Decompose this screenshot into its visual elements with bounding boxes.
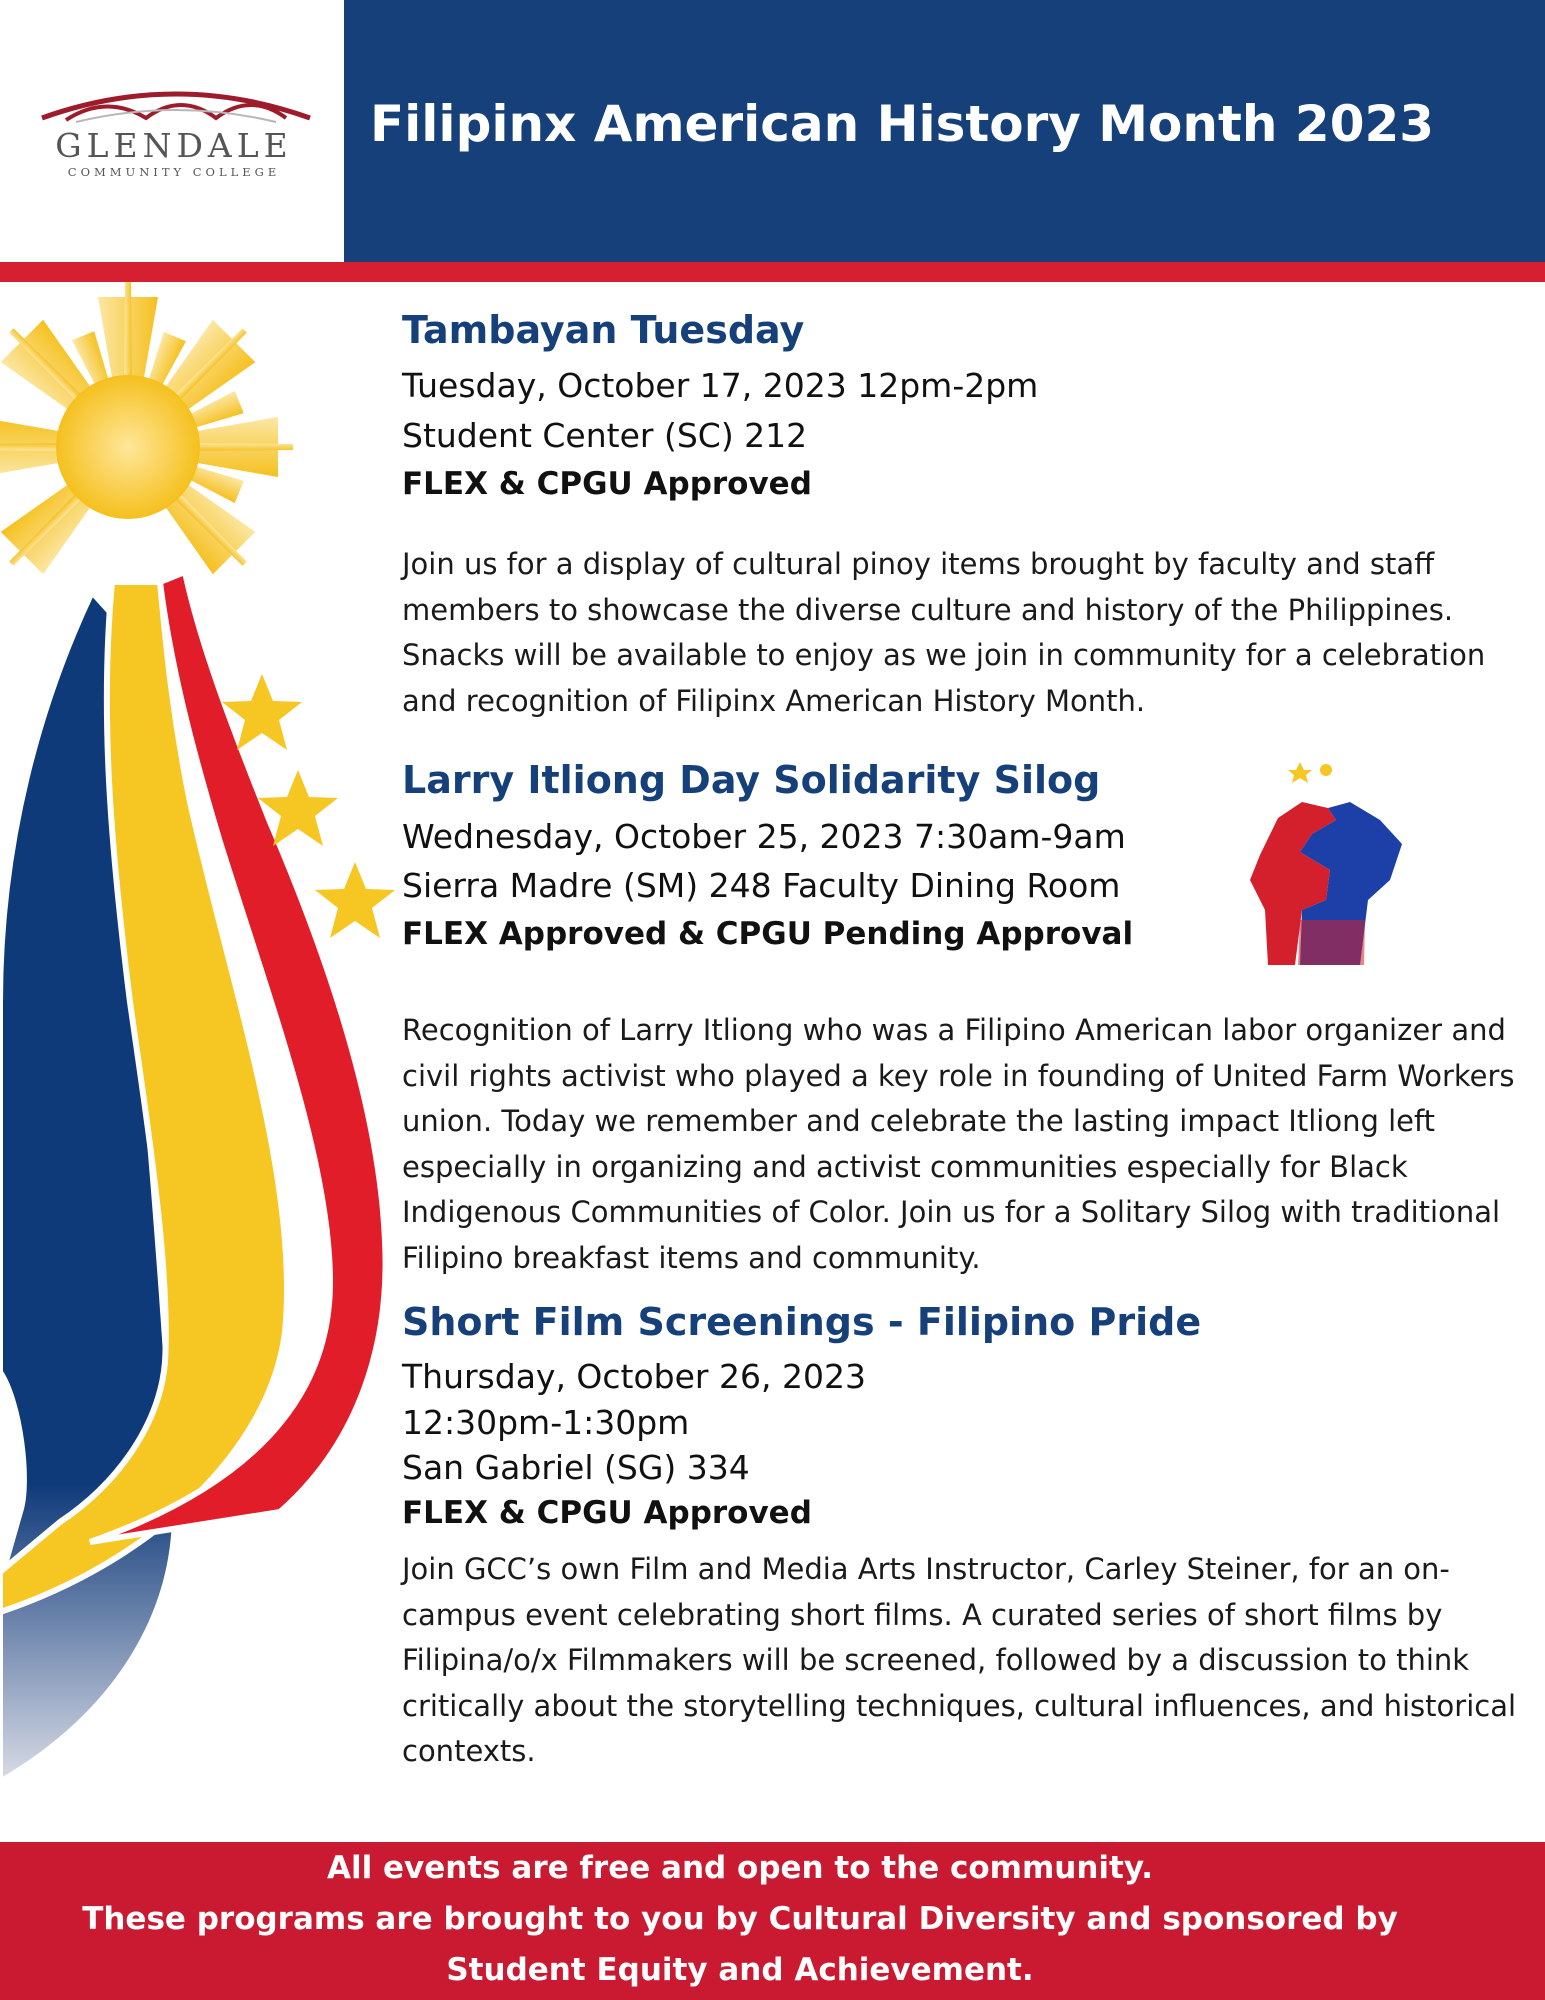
philippine-sun-icon bbox=[0, 282, 293, 585]
raised-fist-icon bbox=[1240, 760, 1420, 970]
footer-line-1: All events are free and open to the community. bbox=[326, 1850, 1154, 1886]
footer-line-2: These programs are brought to you by Cultural Diversity and sponsored by bbox=[82, 1901, 1398, 1937]
event-time: 12:30pm-1:30pm bbox=[402, 1403, 690, 1442]
event-location: Student Center (SC) 212 bbox=[402, 416, 808, 455]
event-title: Larry Itliong Day Solidarity Silog bbox=[402, 758, 1101, 802]
event-location: San Gabriel (SG) 334 bbox=[402, 1448, 750, 1487]
logo-subtitle: COMMUNITY COLLEGE bbox=[67, 165, 281, 179]
college-logo bbox=[0, 0, 344, 262]
event-title: Tambayan Tuesday bbox=[402, 308, 805, 352]
event-location: Sierra Madre (SM) 248 Faculty Dining Room bbox=[402, 866, 1121, 905]
event-description: Join GCC’s own Film and Media Arts Instructor, Carley Steiner, for an on-campus event celebrating short films. A curated series of short films by Filipina/o/x Filmmakers will be screened, followed by a discussion to think critically about the storytelling techniques, cultural influences, and historical contexts. bbox=[402, 1552, 1517, 1768]
event-date: Thursday, October 26, 2023 bbox=[402, 1357, 866, 1396]
header-band bbox=[344, 0, 1545, 262]
logo-arch-icon bbox=[36, 78, 316, 128]
event-approval: FLEX & CPGU Approved bbox=[402, 1495, 812, 1531]
event-title: Short Film Screenings - Filipino Pride bbox=[402, 1300, 1202, 1344]
event-date: Tuesday, October 17, 2023 12pm-2pm bbox=[402, 366, 1039, 405]
event-approval: FLEX & CPGU Approved bbox=[402, 466, 812, 502]
event-description: Join us for a display of cultural pinoy items brought by faculty and staff members to showcase the diverse culture and history of the Philippines. Snacks will be available to enjoy as we join in community for a celebration and recognition of Filipinx American History Month. bbox=[402, 547, 1486, 718]
event-approval: FLEX Approved & CPGU Pending Approval bbox=[402, 916, 1134, 952]
logo-name: GLENDALE bbox=[55, 126, 293, 165]
page-title: Filipinx American History Month 2023 bbox=[370, 95, 1435, 153]
philippine-flag-decoration bbox=[0, 282, 410, 1842]
header-divider-stripe bbox=[0, 262, 1545, 282]
event-description: Recognition of Larry Itliong who was a Filipino American labor organizer and civil rights activist who played a key role in founding of United Farm Workers union. Today we remember and celebrate the lasting impact Itliong left especially in organizing and activist communities especially for Black Indigenous Communities of Color. Join us for a Solitary Silog with traditional Filipino breakfast items and community. bbox=[402, 1013, 1515, 1275]
footer-line-3: Student Equity and Achievement. bbox=[446, 1952, 1034, 1988]
footer-banner bbox=[0, 1842, 1545, 2000]
event-date: Wednesday, October 25, 2023 7:30am-9am bbox=[402, 817, 1126, 856]
